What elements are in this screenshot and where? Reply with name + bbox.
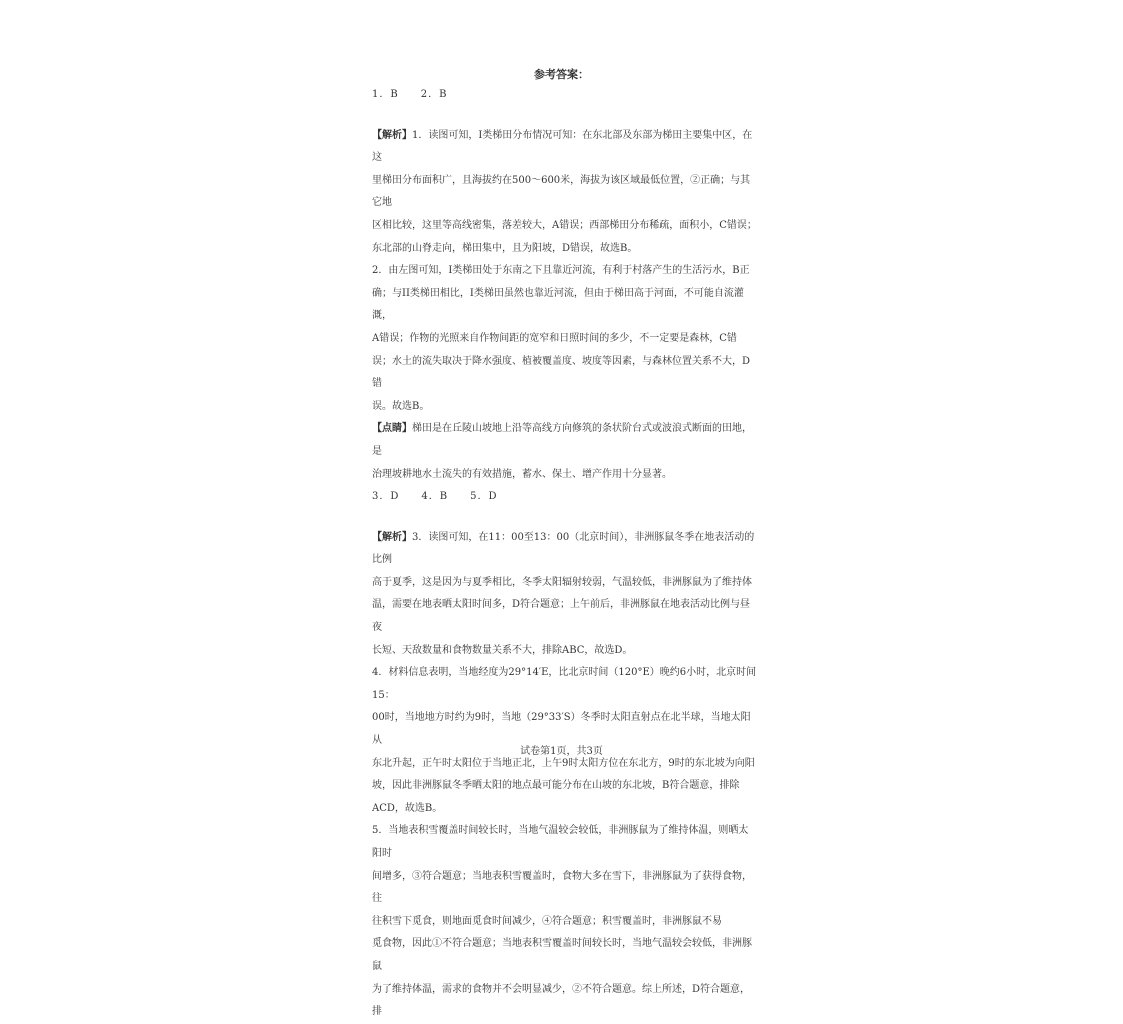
answers-line-2: 3．D 4．B 5．D bbox=[372, 491, 498, 503]
dianjing-tag: 【点睛】 bbox=[372, 423, 412, 435]
jiexi-line: 为了维持体温，需求的食物并不会明显减少，②不符合题意。综上所述，D符合题意，排 bbox=[372, 983, 751, 1018]
jiexi-line: 东北升起，正午时太阳位于当地正北，上午9时太阳方位在东北方，9时的东北坡为向阳 bbox=[372, 757, 755, 769]
jiexi-line bbox=[372, 527, 757, 572]
dianjing-line: 治理坡耕地水土流失的有效措施，蓄水、保土、增产作用十分显著。 bbox=[372, 468, 672, 480]
jiexi-line bbox=[372, 125, 757, 170]
jiexi-line: 觅食物，因此①不符合题意；当地表积雪覆盖时间较长时，当地气温较会较低，非洲豚鼠 bbox=[372, 938, 752, 972]
jiexi-line: 2．由左图可知，I类梯田处于东南之下且靠近河流，有利于村落产生的生活污水，B正 bbox=[372, 265, 750, 277]
jiexi-text: 3．读图可知，在11：00至13：00（北京时间），非洲豚鼠冬季在地表活动的比例 bbox=[372, 531, 755, 566]
answers-line-1: 1．B 2．B bbox=[372, 89, 448, 100]
dianjing-line bbox=[372, 418, 757, 463]
jiexi-text: 1．读图可知，I类梯田分布情况可知：在东北部及东部为梯田主要集中区，在这 bbox=[372, 129, 753, 164]
jiexi-line: 温，需要在地表晒太阳时间多，D符合题意；上午前后，非洲豚鼠在地表活动比例与昼夜 bbox=[372, 599, 751, 634]
jiexi-line: ACD，故选B。 bbox=[372, 802, 443, 814]
jiexi-line: 里梯田分布面积广，且海拔约在500～600米，海拔为该区域最低位置，②正确；与其它地 bbox=[372, 174, 751, 209]
jiexi-line: 误；水土的流失取决于降水强度、植被覆盖度、坡度等因素，与森林位置关系不大，D错 bbox=[372, 355, 751, 390]
dianjing-text: 梯田是在丘陵山坡地上沿等高线方向修筑的条状阶台式或波浪式断面的田地，是 bbox=[372, 423, 752, 457]
jiexi-line: 确；与II类梯田相比，I类梯田虽然也靠近河流，但由于梯田高于河面，不可能自流灌溉， bbox=[372, 287, 744, 322]
jiexi-line: A错误；作物的光照来自作物间距的宽窄和日照时间的多少，不一定要是森林，C错 bbox=[372, 332, 737, 344]
page-footer: 试卷第1页，共3页 bbox=[520, 746, 603, 757]
jiexi-line: 高于夏季，这是因为与夏季相比，冬季太阳辐射较弱，气温较低，非洲豚鼠为了维持体 bbox=[372, 576, 752, 588]
jiexi-line: 5．当地表积雪覆盖时间较长时，当地气温较会较低，非洲豚鼠为了维持体温，则晒太阳时 bbox=[372, 825, 749, 859]
jiexi-line: 间增多，③符合题意；当地表积雪覆盖时，食物大多在雪下，非洲豚鼠为了获得食物，往 bbox=[372, 870, 752, 905]
page-title: 参考答案： bbox=[534, 68, 589, 81]
jiexi-line: 00时，当地地方时约为9时，当地（29°33′S）冬季时太阳直射点在北半球，当地太阳从 bbox=[372, 712, 751, 747]
answer-content bbox=[372, 84, 757, 1024]
jiexi-line: 坡，因此非洲豚鼠冬季晒太阳的地点最可能分布在山坡的东北坡，B符合题意，排除 bbox=[372, 780, 740, 792]
spacer bbox=[372, 509, 757, 527]
jiexi-line: 往积雪下觅食，则地面觅食时间减少，④符合题意；积雪覆盖时，非洲豚鼠不易 bbox=[372, 915, 722, 927]
jiexi-line: 东北部的山脊走向，梯田集中，且为阳坡，D错误，故选B。 bbox=[372, 242, 638, 254]
jiexi-tag: 【解析】 bbox=[372, 129, 412, 141]
spacer bbox=[372, 107, 757, 125]
jiexi-line: 4．材料信息表明，当地经度为29°14′E，比北京时间（120°E）晚约6小时，北京时间15： bbox=[372, 667, 757, 701]
jiexi-line: 区相比较，这里等高线密集，落差较大，A错误；西部梯田分布稀疏，面积小，C错误； bbox=[372, 219, 757, 231]
jiexi-tag: 【解析】 bbox=[372, 531, 412, 543]
jiexi-line: 误。故选B。 bbox=[372, 400, 430, 412]
jiexi-line: 长短、天敌数量和食物数量关系不大，排除ABC，故选D。 bbox=[372, 644, 633, 656]
